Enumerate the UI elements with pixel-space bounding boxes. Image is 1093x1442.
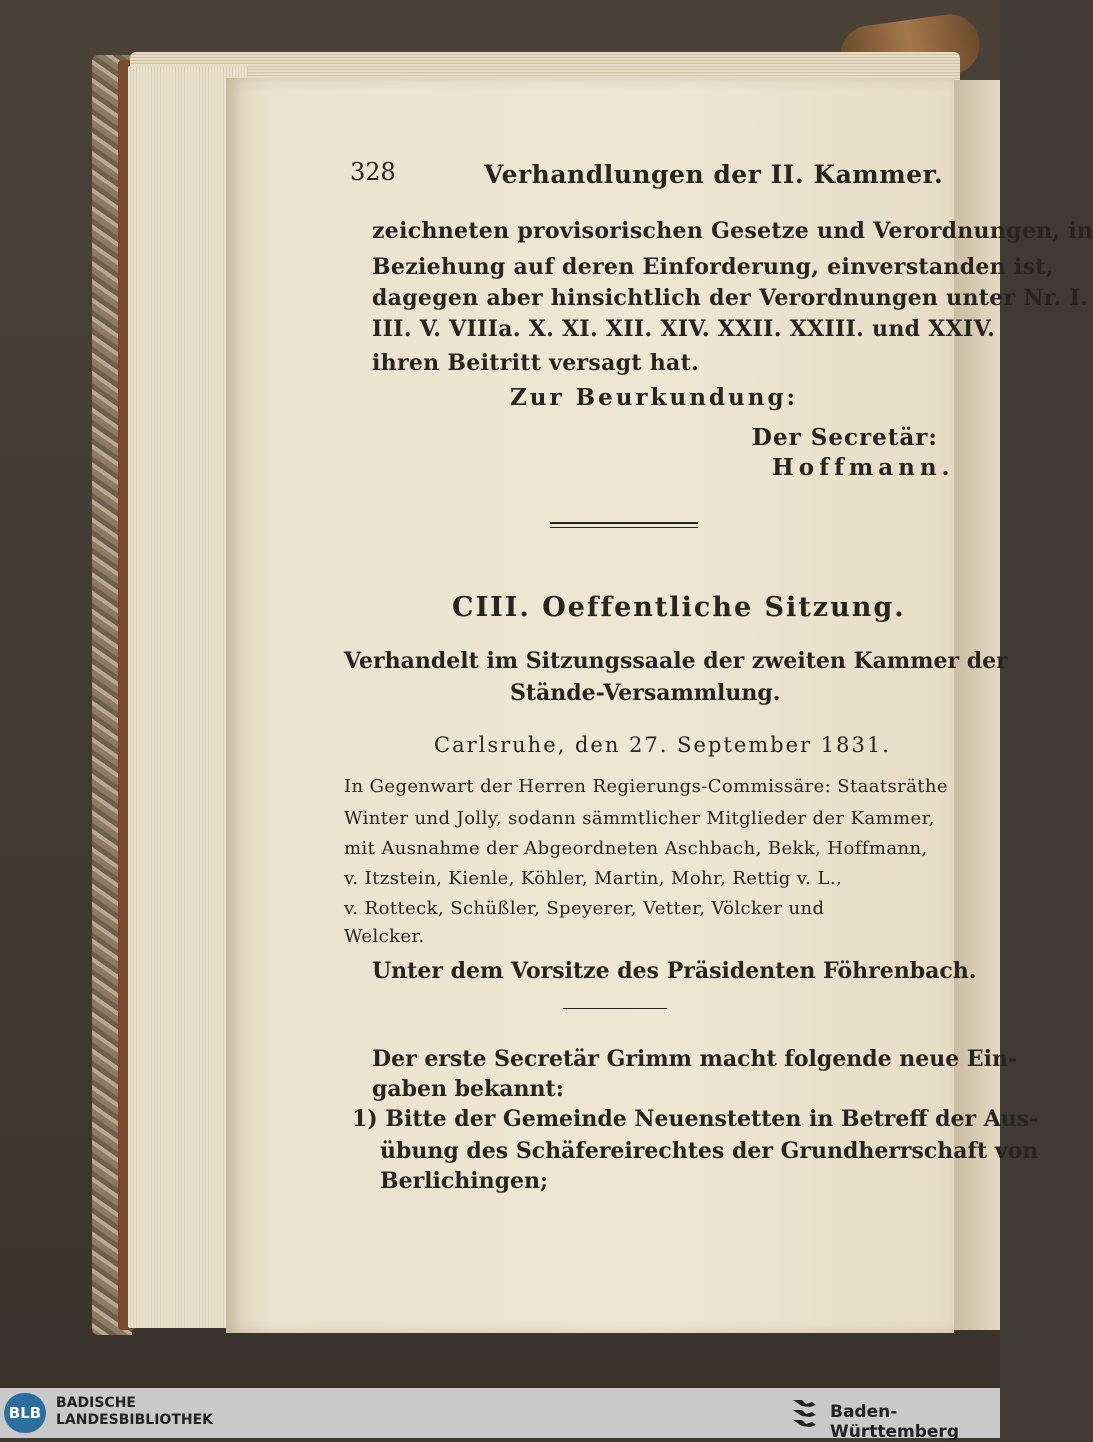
short-divider: [563, 1008, 667, 1009]
announcement-line: gaben bekannt:: [372, 1076, 564, 1102]
section-divider: [550, 527, 698, 528]
page-number: 328: [350, 158, 396, 186]
continuation-line: zeichneten provisorischen Gesetze und Verordnungen, in: [372, 218, 1093, 244]
continuation-line: Beziehung auf deren Einforderung, einverstanden ist,: [372, 254, 1054, 280]
running-head-title: Verhandlungen der II. Kammer.: [484, 160, 944, 189]
session-intro-line: Stände-Versammlung.: [510, 680, 781, 706]
presence-line: Winter und Jolly, sodann sämmtlicher Mitglieder der Kammer,: [344, 808, 935, 829]
attestation-role: Der Secretär:: [752, 424, 938, 451]
presence-line: In Gegenwart der Herren Regierungs-Commissäre: Staatsräthe: [344, 776, 948, 797]
chair-line: Unter dem Vorsitze des Präsidenten Föhrenbach.: [372, 958, 977, 984]
session-number: CIII.: [452, 592, 531, 623]
session-date-line: Carlsruhe, den 27. September 1831.: [434, 733, 891, 757]
library-name-line2: LANDESBIBLIOTHEK: [56, 1412, 214, 1428]
presence-line: v. Rotteck, Schüßler, Speyerer, Vetter, Völcker und: [344, 898, 825, 919]
state-name[interactable]: Baden-Württemberg: [830, 1402, 959, 1442]
agenda-item-line: Berlichingen;: [380, 1168, 549, 1194]
library-name: [56, 1395, 213, 1429]
presence-line: Welcker.: [344, 926, 425, 947]
continuation-line: III. V. VIIIa. X. XI. XII. XIV. XXII. XXIII. und XXIV.: [372, 316, 996, 342]
blb-logo-icon[interactable]: BLB: [4, 1393, 46, 1433]
section-divider: [550, 522, 698, 524]
state-coat-of-arms-icon: [790, 1396, 820, 1430]
library-name-line1: BADISCHE: [56, 1395, 136, 1411]
continuation-line: ihren Beitritt versagt hat.: [372, 350, 700, 376]
presence-line: v. Itzstein, Kienle, Köhler, Martin, Mohr, Rettig v. L.,: [344, 868, 843, 889]
session-heading: [452, 592, 906, 623]
presence-line: mit Ausnahme der Abgeordneten Aschbach, Bekk, Hoffmann,: [344, 838, 928, 859]
announcement-line: Der erste Secretär Grimm macht folgende neue Ein-: [372, 1046, 1018, 1072]
attestation-signature: Hoffmann.: [772, 454, 955, 481]
library-footer: [0, 1388, 1000, 1442]
session-title: Oeffentliche Sitzung.: [542, 592, 906, 623]
agenda-item-line: übung des Schäfereirechtes der Grundherrschaft von: [380, 1138, 1039, 1164]
session-intro-line: Verhandelt im Sitzungssaale der zweiten Kammer der: [344, 648, 1008, 674]
attestation-heading: Zur Beurkundung:: [510, 384, 799, 411]
agenda-item-line: 1) Bitte der Gemeinde Neuenstetten in Betreff der Aus-: [352, 1106, 1039, 1132]
continuation-line: dagegen aber hinsichtlich der Verordnungen unter Nr. I.: [372, 285, 1089, 311]
